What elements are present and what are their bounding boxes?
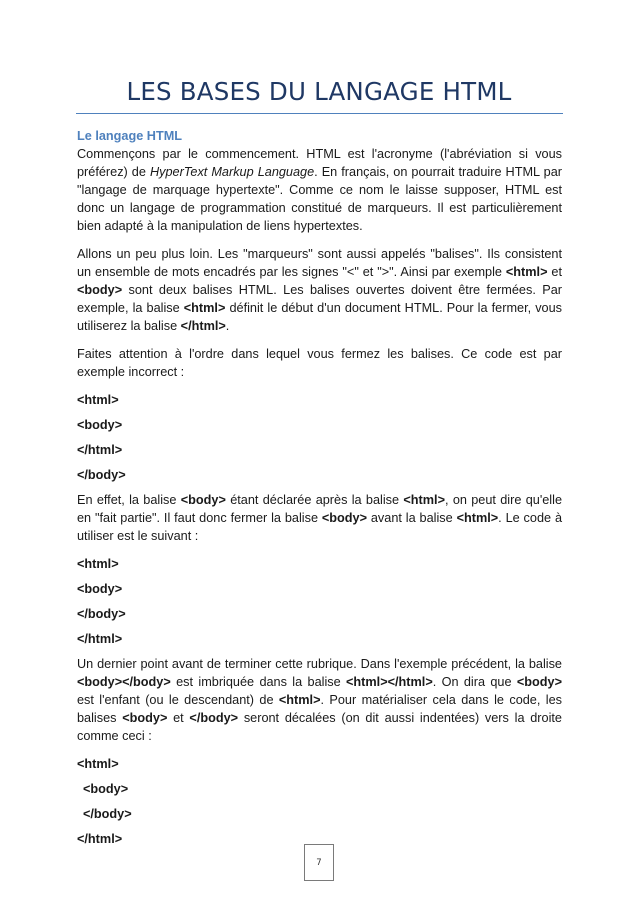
inline-tag: <html></html> bbox=[346, 675, 433, 689]
code-line: <body> bbox=[77, 582, 123, 596]
inline-tag: <body></body> bbox=[77, 675, 171, 689]
code-line-indented: <body> bbox=[83, 782, 129, 796]
text-run: . bbox=[225, 319, 230, 333]
inline-tag: <body> bbox=[180, 493, 226, 507]
code-line: </html> bbox=[77, 443, 123, 457]
inline-tag: <body> bbox=[122, 711, 168, 725]
text-run: sont deux balises HTML. Les balises ouvertes doivent être fermées. Par exemple, la balise bbox=[77, 283, 562, 315]
code-line: </html> bbox=[77, 832, 123, 846]
paragraph-1 bbox=[77, 145, 562, 235]
inline-tag: <html> bbox=[403, 493, 445, 507]
code-line-indented: </body> bbox=[83, 807, 132, 821]
text-run: . On dira que bbox=[432, 675, 517, 689]
document-body bbox=[77, 127, 562, 855]
text-run: est imbriquée dans la balise bbox=[170, 675, 346, 689]
inline-tag: <html> bbox=[505, 265, 548, 279]
code-line: </body> bbox=[77, 607, 126, 621]
inline-tag: </html> bbox=[180, 319, 226, 333]
text-run: En effet, la balise bbox=[77, 493, 181, 507]
inline-tag: <html> bbox=[183, 301, 226, 315]
page-title: LES BASES DU LANGAGE HTML bbox=[126, 77, 512, 106]
text-run-italic: HyperText Markup Language bbox=[149, 165, 315, 179]
text-run: Un dernier point avant de terminer cette rubrique. Dans l'exemple précédent, la balise bbox=[77, 657, 562, 671]
paragraph-2 bbox=[77, 245, 562, 335]
text-run: et bbox=[167, 711, 190, 725]
text-run: Commençons par le commencement. HTML est l'acronyme (l'abréviation si vous préférez) de bbox=[77, 147, 562, 179]
inline-tag: </body> bbox=[189, 711, 239, 725]
text-run: et bbox=[547, 265, 562, 279]
section-heading: Le langage HTML bbox=[77, 129, 183, 143]
text-run: Allons un peu plus loin. Les "marqueurs" sont aussi appelés "balises". Ils consistent un ensemble de mots encadrés par les signes "<" et ">". Ainsi par exemple bbox=[77, 247, 562, 279]
inline-tag: <body> bbox=[516, 675, 562, 689]
text-run: définit le début d'un document HTML. Pour la fermer, vous utiliserez la balise bbox=[77, 301, 562, 333]
code-line: <body> bbox=[77, 418, 123, 432]
text-run: , on peut dire qu'elle en "fait partie". Il faut donc fermer la balise bbox=[77, 493, 562, 525]
inline-tag: <body> bbox=[321, 511, 367, 525]
paragraph-4 bbox=[77, 491, 562, 545]
text-run: . En français, on pourrait traduire HTML par "langage de marquage hypertexte". Comme ce nom le laisse supposer, HTML est donc un langage de programmation constitué de marqueurs. Il est particulièrement bien adapté à la manipulation de liens hypertextes. bbox=[77, 165, 562, 233]
inline-tag: <html> bbox=[456, 511, 499, 525]
code-line: <html> bbox=[77, 757, 119, 771]
text-run: . Le code à utiliser est le suivant : bbox=[77, 511, 562, 543]
inline-tag: <body> bbox=[77, 283, 123, 297]
text-run: est l'enfant (ou le descendant) de bbox=[77, 693, 279, 707]
code-line: </html> bbox=[77, 632, 123, 646]
inline-tag: <html> bbox=[278, 693, 321, 707]
paragraph-3: Faites attention à l'ordre dans lequel vous fermez les balises. Ce code est par exemple incorrect : bbox=[77, 347, 562, 379]
text-run: avant la balise bbox=[367, 511, 457, 525]
title-underline bbox=[76, 113, 563, 114]
text-run: seront décalées (on dit aussi indentées) vers la droite comme ceci : bbox=[77, 711, 562, 743]
page-number: 7 bbox=[304, 844, 334, 881]
text-run: étant déclarée après la balise bbox=[225, 493, 404, 507]
code-line: </body> bbox=[77, 468, 126, 482]
code-line: <html> bbox=[77, 557, 119, 571]
code-line: <html> bbox=[77, 393, 119, 407]
text-run: . Pour matérialiser cela dans le code, les balises bbox=[77, 693, 562, 725]
paragraph-5 bbox=[77, 655, 562, 745]
